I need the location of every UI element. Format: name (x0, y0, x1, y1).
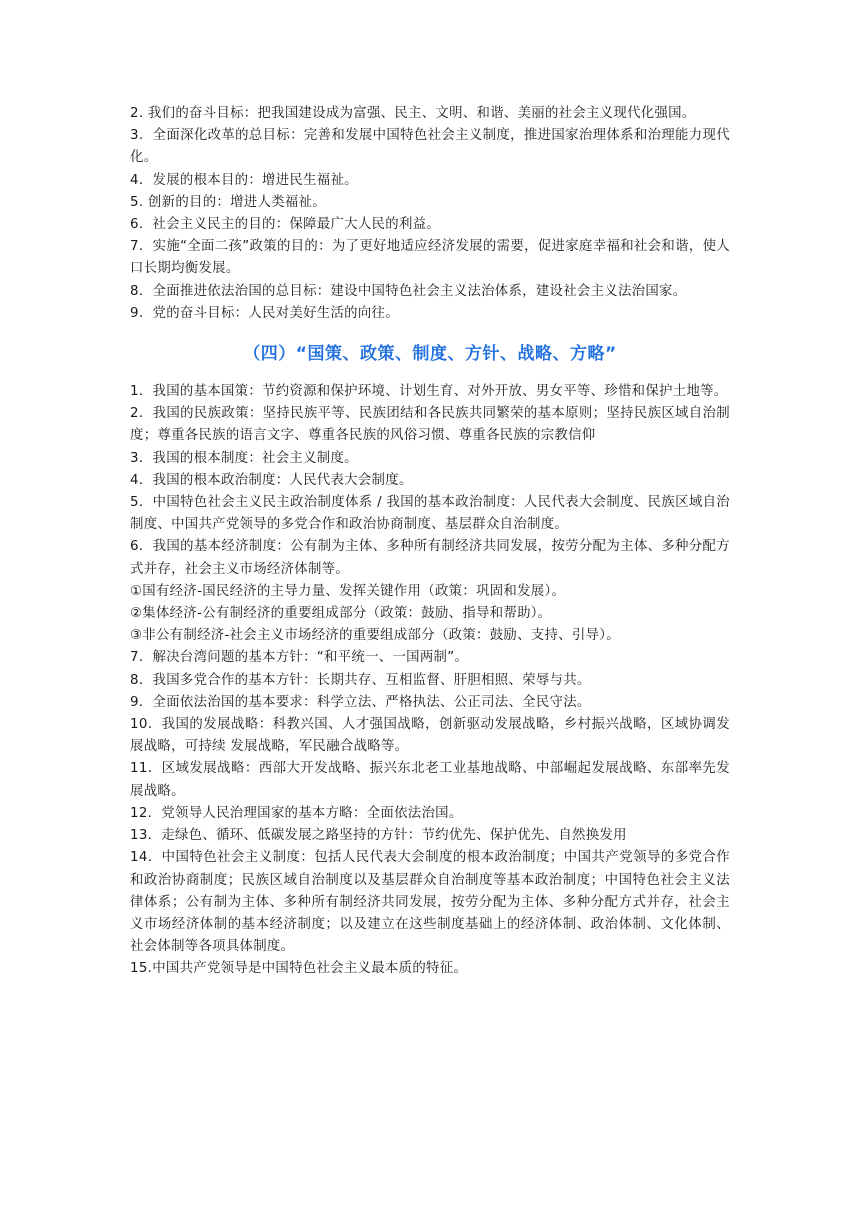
list-item: 9．党的奋斗目标：人民对美好生活的向往。 (130, 305, 399, 321)
list-item: 8．全面推进依法治国的总目标：建设中国特色社会主义法治体系，建设社会主义法治国家。 (130, 283, 687, 299)
list-item: 1．我国的基本国策：节约资源和保护环境、计划生育、对外开放、男女平等、珍惜和保护土地等。 (130, 384, 728, 400)
list-item: ②集体经济-公有制经济的重要组成部分（政策：鼓励、指导和帮助）。 (130, 606, 552, 622)
list-item: 2. 我们的奋斗目标：把我国建设成为富强、民主、文明、和谐、美丽的社会主义现代化强国。 (130, 106, 696, 121)
policies-list (130, 381, 730, 980)
list-item: 3．我国的根本制度：社会主义制度。 (130, 450, 358, 466)
list-item: 8．我国多党合作的基本方针：长期共存、互相监督、肝胆相照、荣辱与共。 (130, 672, 591, 688)
list-item: ①国有经济-国民经济的主导力量、发挥关键作用（政策：巩固和发展）。 (130, 583, 566, 599)
list-item: 11．区域发展战略：西部大开发战略、振兴东北老工业基地战略、中部崛起发展战略、东部率先发展战略。 (130, 761, 730, 799)
list-item: 3．全面深化改革的总目标：完善和发展中国特色社会主义制度，推进国家治理体系和治理能力现代化。 (130, 128, 730, 166)
list-item: 13．走绿色、循环、低碳发展之路坚持的方针：节约优先、保护优先、自然换发用 (130, 828, 627, 844)
list-item: 5．中国特色社会主义民主政治制度体系 / 我国的基本政治制度：人民代表大会制度、民族区域自治制度、中国共产党领导的多党合作和政治协商制度、基层群众自治制度。 (130, 495, 730, 533)
list-item: 6．社会主义民主的目的：保障最广大人民的利益。 (130, 217, 441, 233)
list-item: 7．实施“全面二孩”政策的目的：为了更好地适应经济发展的需要，促进家庭幸福和社会和谐，使人口长期均衡发展。 (130, 239, 730, 277)
list-item: 14．中国特色社会主义制度：包括人民代表大会制度的根本政治制度；中国共产党领导的多党合作和政治协商制度；民族区域自治制度以及基层群众自治制度等基本政治制度；中国特色社会主义法律体系；公有制为主体、多种所有制经济共同发展，按劳分配为主体、多种分配方式并存，社会主义市场经济体制的基本经济制度；以及建立在这些制度基础上的经济体制、政治体制、文化体制、社会体制等各项具体制度。 (130, 850, 730, 955)
list-item: 5. 创新的目的：增进人类福祉。 (130, 194, 326, 210)
list-item: 10．我国的发展战略：科教兴国、人才强国战略，创新驱动发展战略，乡村振兴战略，区域协调发展战略，可持续 发展战略，军民融合战略等。 (130, 717, 730, 755)
section-heading: （四）“国策、政策、制度、方针、战略、方略” (243, 344, 617, 365)
goals-list (130, 103, 730, 325)
list-item: 9．全面依法治国的基本要求：科学立法、严格执法、公正司法、全民守法。 (130, 694, 591, 710)
list-item: 4．我国的根本政治制度：人民代表大会制度。 (130, 472, 413, 488)
list-item: 6．我国的基本经济制度：公有制为主体、多种所有制经济共同发展，按劳分配为主体、多种分配方式并存，社会主义市场经济体制等。 (130, 539, 730, 577)
list-item: 15.中国共产党领导是中国特色社会主义最本质的特征。 (130, 961, 468, 977)
list-item: ③非公有制经济-社会主义市场经济的重要组成部分（政策：鼓励、支持、引导）。 (130, 628, 620, 644)
list-item: 4．发展的根本目的：增进民生福祉。 (130, 172, 358, 188)
list-item: 12．党领导人民治理国家的基本方略：全面依法治国。 (130, 805, 463, 821)
list-item: 7．解决台湾问题的基本方针：“和平统一、一国两制”。 (130, 650, 469, 666)
document-body (130, 103, 730, 981)
list-item: 2．我国的民族政策：坚持民族平等、民族团结和各民族共同繁荣的基本原则；坚持民族区域自治制度；尊重各民族的语言文字、尊重各民族的风俗习惯、尊重各民族的宗教信仰 (130, 406, 730, 444)
